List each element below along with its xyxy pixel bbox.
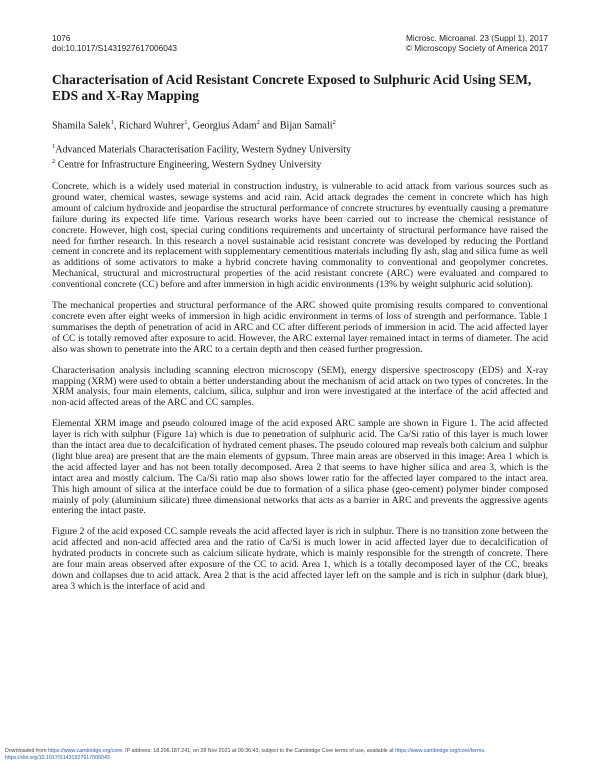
affiliation: $^1$Advanced Materials Characterisation Facility, Western Sydney University [52,143,352,156]
journal-citation: Microsc. Microanal. 23 (Suppl 1), 2017 [405,33,548,43]
author-affiliation-mark: 2 [256,119,260,126]
header-left [52,33,177,53]
footer-line: Downloaded from https://www.cambridge.org/core. IP address: 18.206.187.241, on 28 Nov 2021 at 00:36:43, subject to the Cambridge Core terms of use, available at https://www.cambridge.org/core/terms. [5,748,486,754]
page-number: 1076 [52,33,71,43]
affiliation: $^2$ Centre for Infrastructure Engineering, Western Sydney University [52,157,322,171]
terms-link[interactable]: https://www.cambridge.org/core/terms [395,748,484,754]
author-list: Shamila Salek$^1$, Richard Wuhrer$^1$, Georgius Adam$^2$ and Bijan Samali$^2$ [52,119,336,132]
abstract-body [52,182,548,603]
author-affiliation-mark: 2 [332,119,336,126]
author: Shamila Salek [52,120,111,132]
paragraph: Characterisation analysis including scanning electron microscopy (SEM), energy dispersive spectroscopy (EDS) and X-ray mapping (XRM) were used to obtain a better understanding about the mechanism of acid attack on two types of concretes. In the XRM analysis, four main elements, calcium, silica, sulphur and iron were investigated at the interface of the acid affected and non-acid affected areas of the ARC and CC samples. [52,364,548,409]
author-affiliation-mark: 1 [184,119,188,126]
paragraph: The mechanical properties and structural performance of the ARC showed quite promising results compared to conventional concrete even after eight weeks of immersion in high acidic environment in terms of loss of strength and performance. Table 1 summarises the depth of penetration of acid in ARC and CC after different periods of immersion in acid. The acid affected layer of CC is totally removed after exposure to acid. However, the ARC external layer remained intact in terms of diameter. The acid also was shown to penetrate into the ARC to a certain depth and then ceased further progression. [52,300,548,355]
paper-title: Characterisation of Acid Resistant Concrete Exposed to Sulphuric Acid Using SEM, EDS and X-Ray Mapping [52,72,532,103]
affiliations [52,141,351,171]
author: Bijan Samali [279,120,333,132]
paragraph: Elemental XRM image and pseudo coloured image of the acid exposed ARC sample are shown in Figure 1. The acid affected layer is rich with sulphur (Figure 1a) which is due to penetration of sulphuric acid. The Ca/Si ratio of this layer is much lower than the intact area due to decalcification of hydrated cement phases. The pseudo coloured map reveals both calcium and sulphur (light blue area) are present that are the main elements of gypsum. Three main areas are observed in this image: Area 1 which is the acid affected layer and has not been totally decomposed. Area 2 that seems to have higher silica and area 3, which is the intact area and mostly calcium. The Ca/Si ratio map also shows lower ratio for the affected layer compared to the intact area. This high amount of silica at the interface could be due to formation of a silica phase (geo-cement) polymer binder composed mainly of poly (aluminium silicate) three dimensional networks that acts as a barrier in ARC and prevents the aggressive agents entering the intact paste. [52,418,548,517]
paragraph: Figure 2 of the acid exposed CC sample reveals the acid affected layer is rich in sulphur. There is no transition zone between the acid affected and non-acid affected area and the ratio of Ca/Si is much lower in acid affected layer due to decalcification of hydrated products in concrete such as calcium silicate hydrate, which is mainly responsible for the strength of concrete. There are four main areas observed after exposure of the CC to acid. Area 1, which is a totally decomposed layer of the CC, breaks down and collapses due to acid attack. Area 2 that is the acid affected layer left on the sample and is rich in sulphur (dark blue), area 3 which is the interface of acid and [52,526,548,592]
author: Richard Wuhrer [118,120,185,132]
copyright: © Microscopy Society of America 2017 [405,43,548,53]
paragraph: Concrete, which is a widely used material in construction industry, is vulnerable to acid attack from various sources such as ground water, chemical wastes, sewage systems and acid rain. Acid attack degrades the cement in concrete which has high amount of calcium hydroxide and jeopardise the structural performance of concrete structures by eventually causing a premature failure during its expected life time. Various research works have been carried out to increase the chemical resistance of concrete. However, high cost, special curing conditions requirements and uncertainty of structural performance have raised the need for further research. In this research a novel sustainable acid resistant concrete was developed by reducing the Portland cement in concrete and its replacement with supplementary cementitious materials including fly ash, slag and silica fume as well as additions of some activators to make a hybrid concrete having commonality to conventional and geopolymer concretes. Mechanical, structural and microstructural properties of the acid resistant concrete (ARC) were evaluated and compared to conventional concrete (CC) before and after immersion in high acidic environments (13% by weight sulphuric acid solution). [52,181,548,291]
author: Georgius Adam [192,120,257,132]
download-footer [5,748,599,762]
cambridge-core-link[interactable]: https://www.cambridge.org/core [48,748,123,754]
doi[interactable]: doi:10.1017/S1431927617006043 [52,43,178,53]
doi-link[interactable]: https://doi.org/10.1017/S1431927617006043 [5,755,110,761]
author-affiliation-mark: 1 [110,119,114,126]
header-right [406,33,548,53]
